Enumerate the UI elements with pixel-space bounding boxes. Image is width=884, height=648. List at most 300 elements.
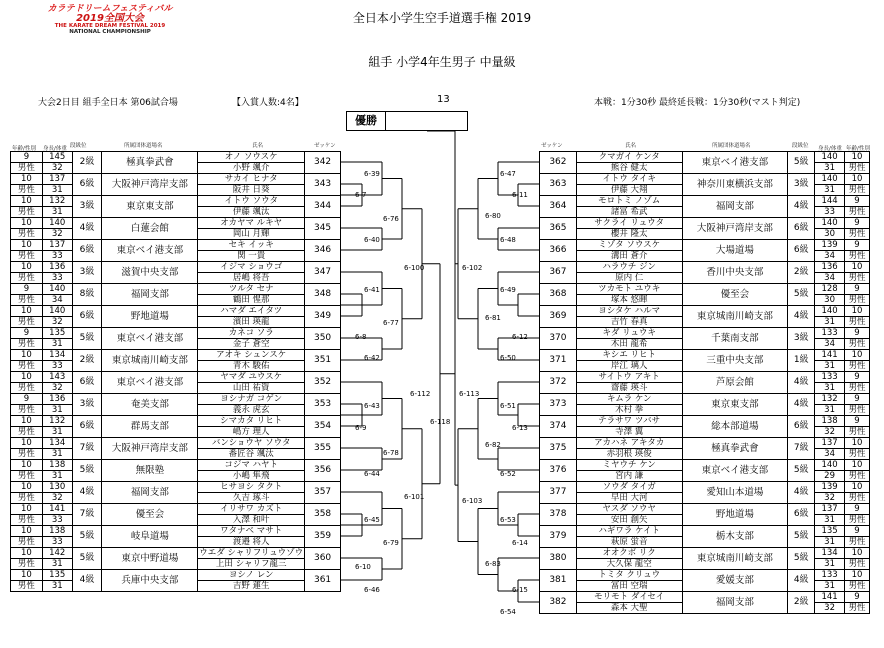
player-grade: 6級	[72, 416, 102, 438]
match-number: 6-44	[364, 470, 380, 478]
player-team: 優至会	[682, 284, 788, 306]
player-kana: アオキ シュンスケ	[198, 350, 305, 361]
player-kana: ミゾタ ソウスケ	[576, 240, 682, 251]
player-grade: 8級	[72, 284, 102, 306]
player-kana: サイトウ アキト	[576, 372, 682, 383]
player-kana: ハマダ エイタツ	[198, 306, 305, 317]
player-age: 10	[845, 262, 870, 273]
player-height: 135	[42, 570, 72, 581]
player-team: 東京東支部	[102, 196, 198, 218]
player-weight: 31	[42, 427, 72, 438]
player-sex: 男性	[11, 493, 43, 504]
player-grade: 2級	[72, 152, 102, 174]
player-grade: 7級	[72, 504, 102, 526]
match-number: 6-49	[500, 286, 516, 294]
player-bib: 343	[305, 174, 341, 196]
player-name: 関 一貴	[198, 251, 305, 262]
player-name: 伊藤 颯汰	[198, 207, 305, 218]
match-number: 6-48	[500, 236, 516, 244]
player-age: 9	[11, 394, 43, 405]
player-grade: 4級	[788, 196, 815, 218]
player-height: 133	[815, 328, 845, 339]
player-height: 136	[42, 262, 72, 273]
player-bib: 380	[540, 548, 577, 570]
player-age: 10	[11, 196, 43, 207]
player-height: 133	[815, 372, 845, 383]
player-height: 138	[815, 416, 845, 427]
match-number: 6-83	[485, 560, 501, 568]
match-rules: 本戦：1分30秒 最終延長戦：1分30秒(マスト判定)	[594, 98, 801, 108]
match-number: 6-82	[485, 441, 501, 449]
match-number: 6-41	[364, 286, 380, 294]
player-height: 140	[42, 306, 72, 317]
player-bib: 351	[305, 350, 341, 372]
player-weight: 31	[42, 207, 72, 218]
header-age-sex-right: 年齢/性別	[846, 146, 870, 152]
player-weight: 32	[815, 603, 845, 614]
player-kana: ヨシタケ ハルマ	[576, 306, 682, 317]
player-weight: 31	[42, 405, 72, 416]
player-grade: 4級	[788, 482, 815, 504]
match-number: 6-46	[364, 586, 380, 594]
player-age: 10	[11, 306, 43, 317]
player-age: 9	[845, 504, 870, 515]
player-height: 132	[42, 416, 72, 427]
player-weight: 31	[815, 383, 845, 394]
player-age: 10	[11, 526, 43, 537]
player-sex: 男性	[845, 537, 870, 548]
match-number: 6-40	[364, 236, 380, 244]
player-name: 岸江 璃人	[576, 361, 682, 372]
player-age: 9	[11, 284, 43, 295]
player-grade: 6級	[72, 306, 102, 328]
player-weight: 31	[42, 471, 72, 482]
player-kana: ヤスダ ソウヤ	[576, 504, 682, 515]
player-kana: イトウ タイキ	[576, 174, 682, 185]
player-height: 134	[815, 548, 845, 559]
player-bib: 368	[540, 284, 577, 306]
player-sex: 男性	[845, 339, 870, 350]
player-grade: 4級	[72, 570, 102, 592]
header-name-right: 氏名	[625, 143, 637, 149]
player-grade: 4級	[788, 306, 815, 328]
player-kana: バンショウヤ ソウタ	[198, 438, 305, 449]
player-age: 9	[845, 416, 870, 427]
player-sex: 男性	[11, 515, 43, 526]
player-name: 萩原 蛍音	[576, 537, 682, 548]
player-team: 愛知山本道場	[682, 482, 788, 504]
player-weight: 31	[815, 405, 845, 416]
player-grade: 5級	[788, 152, 815, 174]
player-bib: 375	[540, 438, 577, 460]
player-name: 渡邉 将人	[198, 537, 305, 548]
player-weight: 31	[815, 559, 845, 570]
player-sex: 男性	[11, 273, 43, 284]
player-height: 137	[815, 438, 845, 449]
player-height: 128	[815, 284, 845, 295]
player-kana: イトウ ソウタ	[198, 196, 305, 207]
player-name: 冨田 空瑞	[576, 581, 682, 592]
match-number: 6-118	[430, 418, 451, 426]
player-sex: 男性	[11, 471, 43, 482]
player-name: 諸冨 希武	[576, 207, 682, 218]
match-number: 6-14	[512, 539, 528, 547]
player-grade: 3級	[788, 328, 815, 350]
match-number: 6-78	[383, 449, 399, 457]
player-team: 群馬支部	[102, 416, 198, 438]
player-name: 小野 颯介	[198, 163, 305, 174]
player-height: 140	[42, 218, 72, 229]
winners-count: 【入賞人数:4名】	[232, 98, 304, 108]
player-grade: 4級	[72, 218, 102, 240]
player-weight: 33	[42, 273, 72, 284]
player-kana: ヒサヨシ タクト	[198, 482, 305, 493]
player-team: 福岡支部	[102, 284, 198, 306]
player-bib: 342	[305, 152, 341, 174]
player-bib: 372	[540, 372, 577, 394]
player-name: 小嶋 隼飛	[198, 471, 305, 482]
player-bib: 373	[540, 394, 577, 416]
player-grade: 1級	[788, 350, 815, 372]
player-kana: オカヤマ ルキヤ	[198, 218, 305, 229]
player-kana: ハギワラ ケイト	[576, 526, 682, 537]
player-sex: 男性	[11, 559, 43, 570]
player-bib: 379	[540, 526, 577, 548]
player-age: 10	[11, 372, 43, 383]
player-sex: 男性	[845, 317, 870, 328]
player-sex: 男性	[845, 361, 870, 372]
player-kana: ツカモト ユウキ	[576, 284, 682, 295]
player-kana: ヨシナガ コゲン	[198, 394, 305, 405]
player-kana: イリサワ カズト	[198, 504, 305, 515]
player-grade: 5級	[788, 548, 815, 570]
player-name: 岡山 月輝	[198, 229, 305, 240]
player-name: 番匠谷 颯汰	[198, 449, 305, 460]
player-height: 132	[42, 196, 72, 207]
match-number: 6-52	[500, 470, 516, 478]
player-name: 溝田 蒼介	[576, 251, 682, 262]
player-sex: 男性	[845, 559, 870, 570]
player-height: 140	[815, 152, 845, 163]
player-height: 134	[42, 350, 72, 361]
match-number: 6-51	[500, 402, 516, 410]
player-bib: 378	[540, 504, 577, 526]
player-team: 白蓮会館	[102, 218, 198, 240]
player-kana: ヤマダ ユウスケ	[198, 372, 305, 383]
player-sex: 男性	[845, 185, 870, 196]
player-sex: 男性	[11, 405, 43, 416]
player-height: 136	[815, 262, 845, 273]
player-grade: 4級	[788, 394, 815, 416]
player-weight: 32	[815, 427, 845, 438]
player-age: 10	[11, 416, 43, 427]
player-name: 義永 虎玄	[198, 405, 305, 416]
player-height: 132	[815, 394, 845, 405]
match-number: 6-100	[404, 264, 425, 272]
player-sex: 男性	[845, 449, 870, 460]
player-team: 東京城南川崎支部	[682, 548, 788, 570]
champion-label: 優勝	[346, 111, 386, 131]
player-kana: モリモト ダイセイ	[576, 592, 682, 603]
event-logo: カラテドリームフェスティバル 2019全国大会 THE KARATE DREAM FESTIVAL 2019 NATIONAL CHAMPIONSHIP	[47, 4, 173, 35]
player-height: 141	[815, 592, 845, 603]
player-height: 134	[42, 438, 72, 449]
player-sex: 男性	[11, 581, 43, 592]
player-team: 総本部道場	[682, 416, 788, 438]
player-age: 10	[11, 460, 43, 471]
player-weight: 31	[42, 449, 72, 460]
player-bib: 359	[305, 526, 341, 548]
player-age: 10	[845, 350, 870, 361]
player-age: 10	[11, 482, 43, 493]
player-team: 福岡支部	[682, 592, 788, 614]
player-height: 141	[815, 350, 845, 361]
match-number: 6-7	[355, 191, 367, 199]
player-weight: 32	[815, 493, 845, 504]
player-name: 山田 祐資	[198, 383, 305, 394]
match-number: 6-53	[500, 516, 516, 524]
player-age: 9	[845, 592, 870, 603]
player-name: 早田 大河	[576, 493, 682, 504]
player-name: 齋藤 瑛斗	[576, 383, 682, 394]
header-grade-right: 段級位	[792, 143, 809, 149]
player-height: 144	[815, 196, 845, 207]
player-grade: 5級	[788, 526, 815, 548]
player-weight: 32	[42, 383, 72, 394]
match-number: 6-77	[383, 319, 399, 327]
player-bib: 357	[305, 482, 341, 504]
header-team-right: 所属団体道場名	[712, 143, 751, 149]
player-bib: 352	[305, 372, 341, 394]
player-team: 東京ベイ港支部	[102, 372, 198, 394]
player-weight: 31	[42, 559, 72, 570]
player-grade: 3級	[788, 174, 815, 196]
player-age: 10	[11, 240, 43, 251]
player-team: 東京城南川崎支部	[682, 306, 788, 328]
player-height: 135	[815, 526, 845, 537]
player-bib: 371	[540, 350, 577, 372]
match-number: 6-9	[355, 424, 367, 432]
player-kana: イジマ ショウゴ	[198, 262, 305, 273]
player-kana: コジマ ハヤト	[198, 460, 305, 471]
player-bib: 377	[540, 482, 577, 504]
player-weight: 33	[42, 251, 72, 262]
player-age: 10	[11, 504, 43, 515]
player-weight: 33	[42, 537, 72, 548]
player-sex: 男性	[845, 603, 870, 614]
player-sex: 男性	[845, 493, 870, 504]
player-grade: 6級	[72, 174, 102, 196]
player-sex: 男性	[845, 251, 870, 262]
player-height: 143	[42, 372, 72, 383]
player-age: 10	[11, 218, 43, 229]
player-team: 千葉南支部	[682, 328, 788, 350]
player-grade: 7級	[788, 438, 815, 460]
player-grade: 4級	[788, 570, 815, 592]
player-team: 東京中野道場	[102, 548, 198, 570]
player-grade: 2級	[788, 262, 815, 284]
player-sex: 男性	[11, 185, 43, 196]
player-name: 宮内 謙	[576, 471, 682, 482]
player-kana: テラサワ ツバサ	[576, 416, 682, 427]
match-number: 6-10	[355, 563, 371, 571]
player-team: 奄美支部	[102, 394, 198, 416]
player-name: 上田 シャリフ龍三	[198, 559, 305, 570]
player-weight: 33	[42, 361, 72, 372]
player-height: 140	[42, 284, 72, 295]
player-height: 137	[42, 174, 72, 185]
player-kana: ソウダ タイガ	[576, 482, 682, 493]
player-bib: 374	[540, 416, 577, 438]
player-grade: 6級	[788, 416, 815, 438]
player-grade: 3級	[72, 394, 102, 416]
player-grade: 4級	[788, 372, 815, 394]
player-weight: 31	[42, 339, 72, 350]
player-age: 10	[11, 570, 43, 581]
player-team: 岐阜道場	[102, 526, 198, 548]
player-name: 金子 蒼空	[198, 339, 305, 350]
player-height: 137	[42, 240, 72, 251]
match-number: 6-80	[485, 212, 501, 220]
player-name: 安田 創矢	[576, 515, 682, 526]
player-sex: 男性	[845, 273, 870, 284]
player-grade: 6級	[788, 218, 815, 240]
player-sex: 男性	[845, 163, 870, 174]
player-bib: 358	[305, 504, 341, 526]
player-kana: モロトミ ノゾム	[576, 196, 682, 207]
player-name: 吉野 蓮生	[198, 581, 305, 592]
match-number: 6-12	[512, 333, 528, 341]
player-height: 136	[42, 394, 72, 405]
player-name: 青木 駿佑	[198, 361, 305, 372]
player-weight: 34	[815, 449, 845, 460]
player-sex: 男性	[11, 449, 43, 460]
player-team: 東京東支部	[682, 394, 788, 416]
match-number: 6-45	[364, 516, 380, 524]
player-bib: 366	[540, 240, 577, 262]
player-name: 原内 仁	[576, 273, 682, 284]
player-weight: 32	[42, 229, 72, 240]
match-number: 6-102	[462, 264, 483, 272]
player-age: 9	[11, 328, 43, 339]
header-bib: ゼッケン	[314, 143, 336, 149]
player-team: 香川中央支部	[682, 262, 788, 284]
player-team: 芦原会館	[682, 372, 788, 394]
player-age: 9	[845, 526, 870, 537]
match-number: 6-50	[500, 354, 516, 362]
player-kana: アカハネ アキタカ	[576, 438, 682, 449]
player-grade: 6級	[72, 372, 102, 394]
player-team: 東京城南川崎支部	[102, 350, 198, 372]
player-kana: サカイ ヒナタ	[198, 174, 305, 185]
player-bib: 370	[540, 328, 577, 350]
player-kana: ツルタ セナ	[198, 284, 305, 295]
player-sex: 男性	[11, 251, 43, 262]
player-bib: 361	[305, 570, 341, 592]
player-team: 東京ベイ港支部	[102, 240, 198, 262]
player-name: 森本 大聖	[576, 603, 682, 614]
header-height-weight-right: 身長/体重	[818, 146, 842, 152]
match-number: 6-47	[500, 170, 516, 178]
player-height: 138	[42, 526, 72, 537]
player-bib: 345	[305, 218, 341, 240]
player-bib: 367	[540, 262, 577, 284]
header-grade: 段級位	[70, 143, 87, 149]
player-weight: 31	[815, 163, 845, 174]
player-kana: カネコ ソラ	[198, 328, 305, 339]
player-height: 140	[815, 174, 845, 185]
player-kana: トミタ クリュウ	[576, 570, 682, 581]
player-age: 10	[845, 438, 870, 449]
player-grade: 6級	[788, 504, 815, 526]
match-number: 6-103	[462, 497, 483, 505]
player-age: 10	[845, 306, 870, 317]
player-kana: セキ イッキ	[198, 240, 305, 251]
player-sex: 男性	[11, 383, 43, 394]
player-grade: 5級	[788, 284, 815, 306]
player-team: 兵庫中央支部	[102, 570, 198, 592]
player-age: 10	[845, 570, 870, 581]
player-height: 140	[815, 460, 845, 471]
player-weight: 32	[42, 163, 72, 174]
player-height: 139	[815, 240, 845, 251]
match-number: 6-11	[512, 191, 528, 199]
player-team: 無限塾	[102, 460, 198, 482]
player-grade: 3級	[72, 196, 102, 218]
player-grade: 6級	[72, 240, 102, 262]
player-bib: 382	[540, 592, 577, 614]
player-weight: 34	[815, 339, 845, 350]
player-height: 141	[42, 504, 72, 515]
player-weight: 31	[815, 361, 845, 372]
player-team: 愛媛支部	[682, 570, 788, 592]
player-name: 櫻井 隆太	[576, 229, 682, 240]
player-name: 阪井 日葵	[198, 185, 305, 196]
player-team: 東京ベイ港支部	[682, 152, 788, 174]
player-sex: 男性	[11, 163, 43, 174]
venue-info: 大会2日目 組手全日本 第06試合場	[38, 98, 178, 108]
player-grade: 5級	[788, 460, 815, 482]
player-weight: 31	[815, 515, 845, 526]
player-bib: 381	[540, 570, 577, 592]
player-kana: ミヤウチ ケン	[576, 460, 682, 471]
header-name: 氏名	[252, 143, 264, 149]
player-name: 赤羽根 瑛俊	[576, 449, 682, 460]
player-team: 福岡支部	[682, 196, 788, 218]
player-sex: 男性	[11, 537, 43, 548]
player-sex: 男性	[11, 361, 43, 372]
match-number: 6-43	[364, 402, 380, 410]
player-grade: 5級	[72, 328, 102, 350]
player-grade: 2級	[788, 592, 815, 614]
player-age: 9	[845, 394, 870, 405]
player-height: 135	[42, 328, 72, 339]
player-sex: 男性	[845, 229, 870, 240]
player-bib: 363	[540, 174, 577, 196]
player-bib: 350	[305, 328, 341, 350]
player-age: 9	[11, 152, 43, 163]
player-name: 伊藤 大翔	[576, 185, 682, 196]
player-sex: 男性	[845, 427, 870, 438]
player-team: 野地道場	[682, 504, 788, 526]
match-number: 6-54	[500, 608, 516, 616]
player-sex: 男性	[845, 295, 870, 306]
player-grade: 6級	[788, 240, 815, 262]
player-age: 10	[11, 548, 43, 559]
player-team: 極真拳武會	[682, 438, 788, 460]
player-grade: 2級	[72, 350, 102, 372]
player-name: 濱田 瑛龍	[198, 317, 305, 328]
